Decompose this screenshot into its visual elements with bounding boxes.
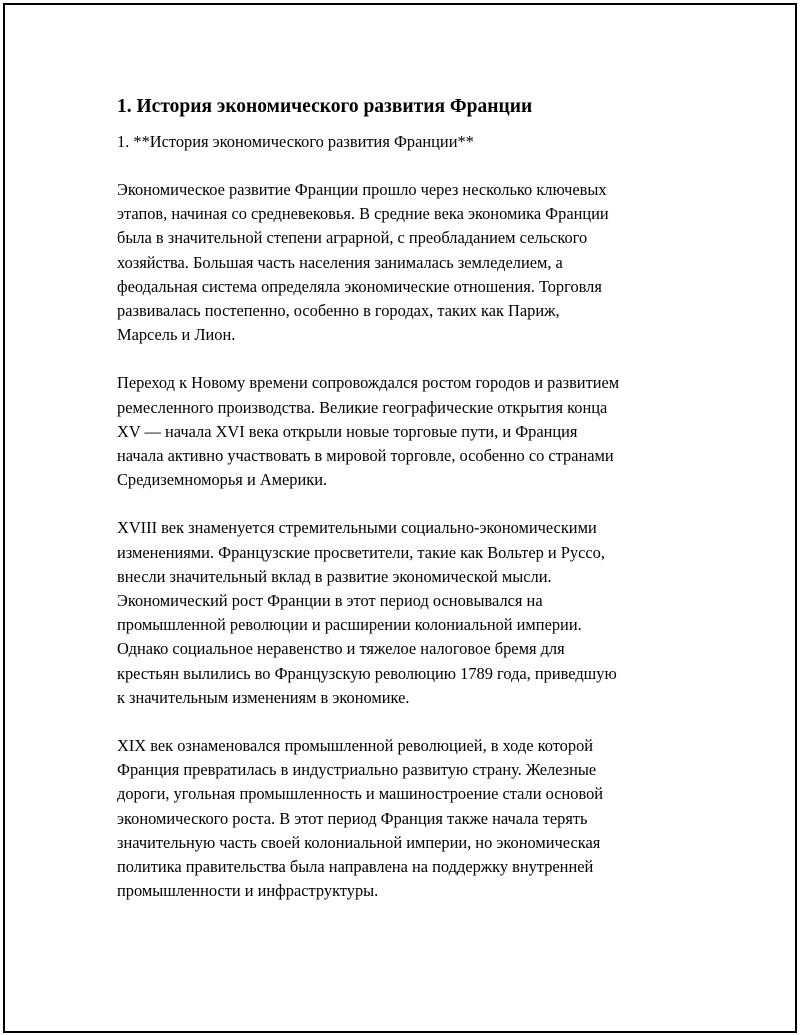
paragraph-line: хозяйства. Большая часть населения занималась земледелием, а bbox=[117, 252, 563, 272]
paragraph-line: Однако социальное неравенство и тяжелое налоговое бремя для bbox=[117, 639, 565, 659]
paragraph-line: изменениями. Французские просветители, такие как Вольтер и Руссо, bbox=[117, 542, 605, 562]
paragraph-line: политика правительства была направлена на поддержку внутренней bbox=[117, 857, 594, 877]
document-subtitle: 1. **История экономического развития Франции** bbox=[117, 132, 474, 151]
paragraph-line: ремесленного производства. Великие географические открытия конца bbox=[117, 397, 608, 417]
paragraph-3 bbox=[117, 516, 697, 710]
paragraph-2 bbox=[117, 371, 697, 492]
paragraph-line: Экономическое развитие Франции прошло через несколько ключевых bbox=[117, 180, 607, 199]
document-body bbox=[117, 94, 697, 927]
paragraph-line: XV — начала XVI века открыли новые торговые пути, и Франция bbox=[117, 421, 578, 441]
paragraph-line: дороги, угольная промышленность и машиностроение стали основой bbox=[117, 784, 604, 804]
paragraph-4 bbox=[117, 734, 697, 903]
paragraph-line: Средиземноморья и Америки. bbox=[117, 470, 328, 490]
paragraph-line: XVIII век знаменуется стремительными социально-экономическими bbox=[117, 518, 597, 538]
paragraph-line: Переход к Новому времени сопровождался ростом городов и развитием bbox=[117, 373, 620, 393]
paragraph-line: Экономический рост Франции в этот период основывался на bbox=[117, 591, 543, 611]
paragraph-line: экономического роста. В этот период Франция также начала терять bbox=[117, 808, 588, 828]
paragraph-line: внесли значительный вклад в развитие экономической мысли. bbox=[117, 566, 552, 586]
paragraph-line: промышленности и инфраструктуры. bbox=[117, 881, 379, 901]
paragraph-line: этапов, начиная со средневековья. В средние века экономика Франции bbox=[117, 204, 609, 224]
paragraph-line: Марсель и Лион. bbox=[117, 325, 236, 345]
paragraph-line: Франция превратилась в индустриально развитую страну. Железные bbox=[117, 760, 597, 780]
paragraph-line: крестьян вылились во Французскую революцию 1789 года, приведшую bbox=[117, 663, 617, 683]
paragraph-line: промышленной революции и расширении колониальной империи. bbox=[117, 615, 582, 635]
paragraph-line: XIX век ознаменовался промышленной революцией, в ходе которой bbox=[117, 736, 594, 756]
paragraph-line: к значительным изменениям в экономике. bbox=[117, 687, 410, 707]
paragraph-line: феодальная система определяла экономические отношения. Торговля bbox=[117, 276, 602, 296]
paragraph-line: значительную часть своей колониальной империи, но экономическая bbox=[117, 832, 601, 852]
paragraph-line: развивалась постепенно, особенно в городах, таких как Париж, bbox=[117, 301, 560, 321]
paragraph-line: была в значительной степени аграрной, с преобладанием сельского bbox=[117, 228, 588, 248]
document-title: 1. История экономического развития Франции bbox=[117, 96, 533, 117]
paragraph-line: начала активно участвовать в мировой торговле, особенно со странами bbox=[117, 446, 614, 466]
paragraph-1 bbox=[117, 178, 697, 347]
